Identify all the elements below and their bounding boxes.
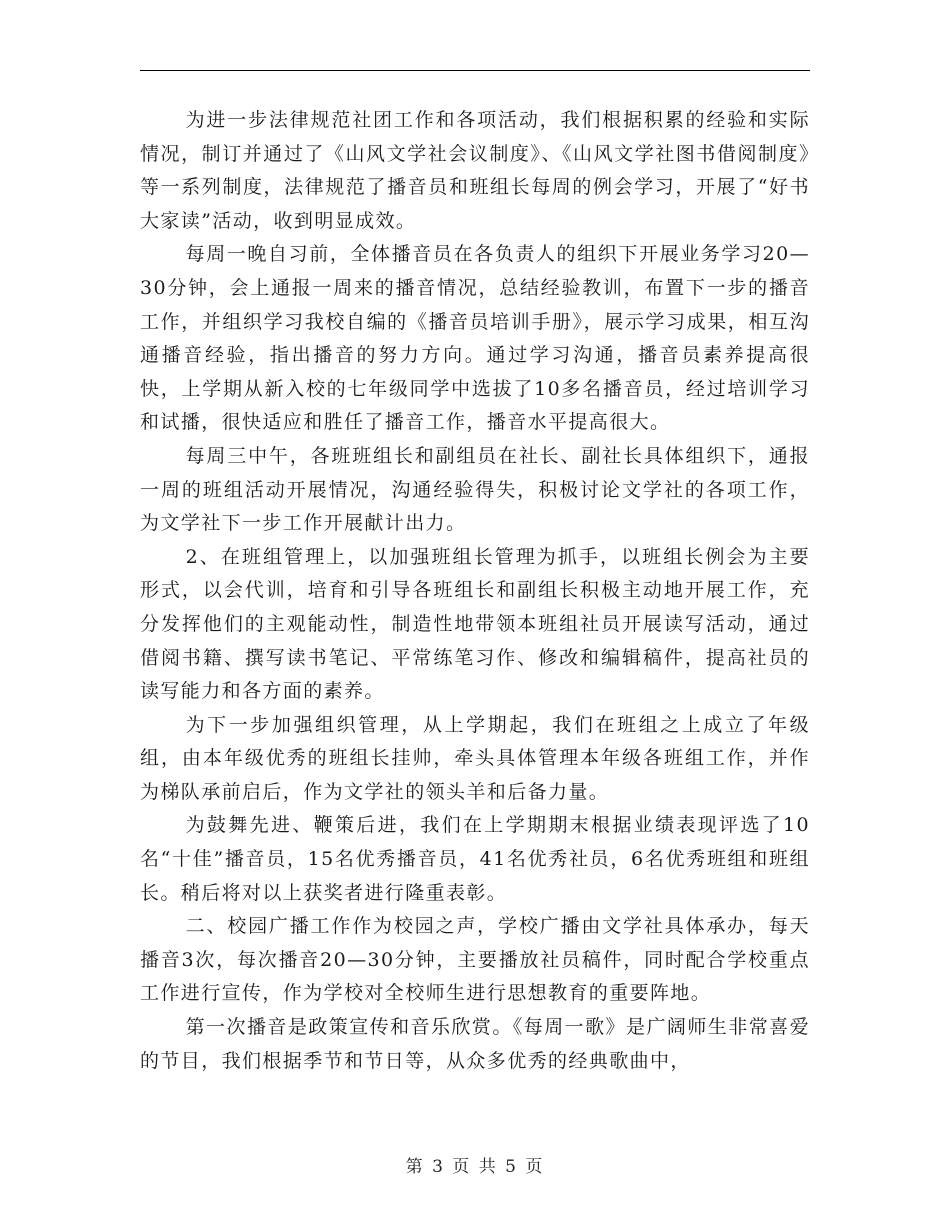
paragraph: 每周三中午，各班班组长和副组员在社长、副社长具体组织下，通报一周的班组活动开展情况，沟通经验得失，积极讨论文学社的各项工作，为文学社下一步工作开展献计出力。 <box>140 444 810 535</box>
paragraph: 为进一步法律规范社团工作和各项活动，我们根据积累的经验和实际情况，制订并通过了《山风文学社会议制度》、《山风文学社图书借阅制度》等一系列制度，法律规范了播音员和班组长每周的例会学习，开展了“好书大家读”活动，收到明显成效。 <box>140 109 810 232</box>
paragraph: 为鼓舞先进、鞭策后进，我们在上学期期末根据业绩表现评选了10名“十佳”播音员，15名优秀播音员，41名优秀社员，6名优秀班组和班组长。稍后将对以上获奖者进行隆重表彰。 <box>140 814 810 904</box>
paragraph: 第一次播音是政策宣传和音乐欣赏。《每周一歌》是广阔师生非常喜爱的节目，我们根据季节和节日等，从众多优秀的经典歌曲中， <box>140 1016 810 1072</box>
document-body <box>140 104 810 1078</box>
page-number-footer: 第 3 页 共 5 页 <box>405 1157 545 1177</box>
paragraph: 每周一晚自习前，全体播音员在各负责人的组织下开展业务学习20—30分钟，会上通报一周来的播音情况，总结经验教训，布置下一步的播音工作，并组织学习我校自编的《播音员培训手册》，展示学习成果，相互沟通播音经验，指出播音的努力方向。通过学习沟通，播音员素养提高很快，上学期从新入校的七年级同学中选拔了10多名播音员，经过培训学习和试播，很快适应和胜任了播音工作，播音水平提高很大。 <box>140 243 810 434</box>
header-rule <box>140 70 810 71</box>
paragraph: 二、校园广播工作作为校园之声，学校广播由文学社具体承办，每天播音3次，每次播音20—30分钟，主要播放社员稿件，同时配合学校重点工作进行宣传，作为学校对全校师生进行思想教育的重要阵地。 <box>140 915 810 1005</box>
paragraph: 2、在班组管理上，以加强班组长管理为抓手，以班组长例会为主要形式，以会代训，培育和引导各班组长和副组长积极主动地开展工作，充分发挥他们的主观能动性，制造性地带领本班组社员开展读写活动，通过借阅书籍、撰写读书笔记、平常练笔习作、修改和编辑稿件，提高社员的读写能力和各方面的素养。 <box>140 545 810 703</box>
paragraph: 为下一步加强组织管理，从上学期起，我们在班组之上成立了年级组，由本年级优秀的班组长挂帅，牵头具体管理本年级各班组工作，并作为梯队承前启后，作为文学社的领头羊和后备力量。 <box>140 713 810 803</box>
